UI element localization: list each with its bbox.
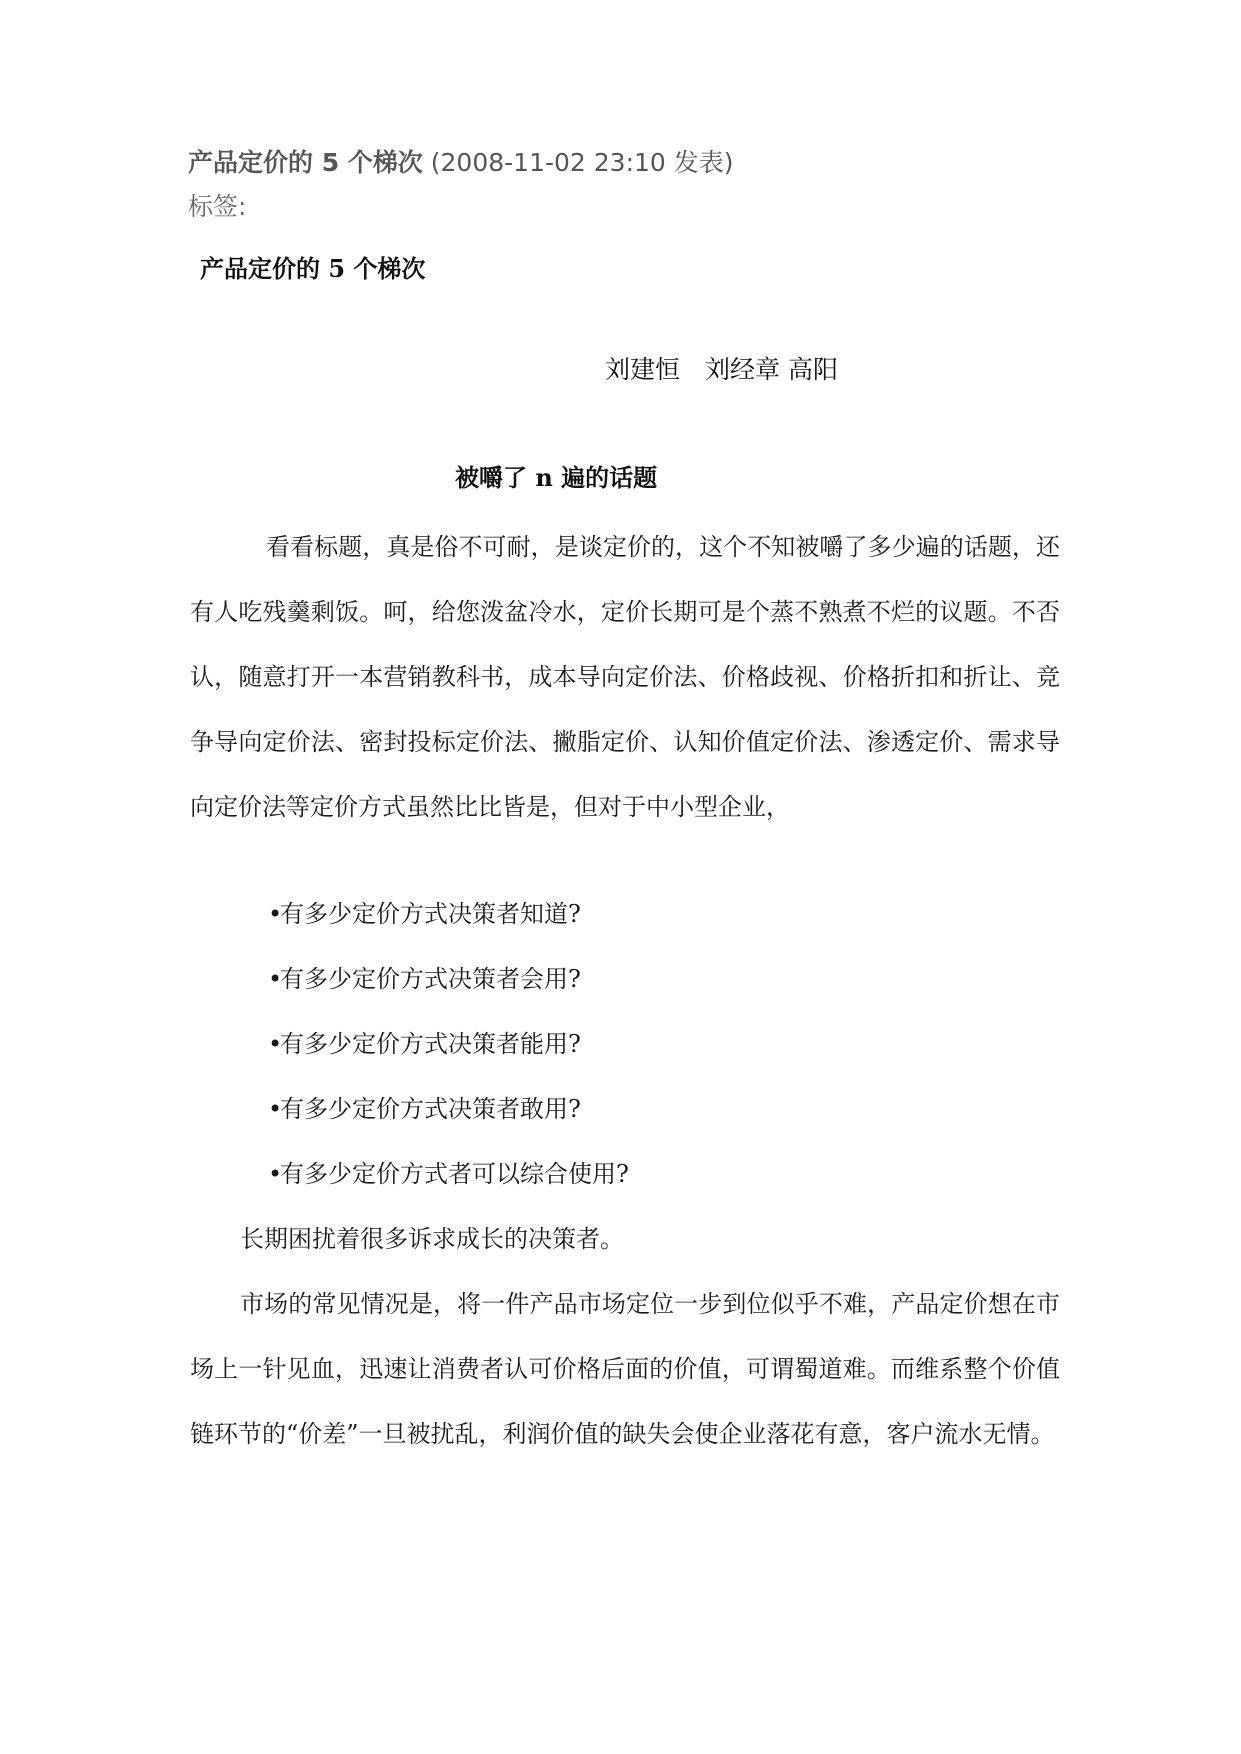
list-item-text: 有多少定价方式者可以综合使用?	[280, 1160, 629, 1188]
tags-label: 标签:	[188, 192, 247, 221]
bullet-icon: •	[268, 965, 283, 993]
question-list	[268, 882, 629, 1207]
bullet-icon: •	[268, 1030, 283, 1058]
section-heading: 被嚼了 n 遍的话题	[455, 463, 658, 492]
list-item	[268, 1077, 629, 1142]
list-item	[268, 882, 629, 947]
summary-line: 长期困扰着很多诉求成长的决策者。	[240, 1225, 624, 1253]
list-item-text: 有多少定价方式决策者能用?	[280, 1030, 581, 1058]
article-title: 产品定价的 5 个梯次	[200, 254, 426, 283]
paragraph-market: 市场的常见情况是，将一件产品市场定位一步到位似乎不难，产品定价想在市场上一针见血，迅速让消费者认可价格后面的价值，可谓蜀道难。而维系整个价值链环节的“价差”一旦被扰乱，利润价值的缺失会使企业落花有意，客户流水无情。	[190, 1290, 1060, 1448]
list-item-text: 有多少定价方式决策者知道?	[280, 900, 581, 928]
bullet-icon: •	[268, 1095, 283, 1123]
post-date: (2008-11-02 23:10 发表)	[430, 148, 734, 177]
list-item-text: 有多少定价方式决策者会用?	[280, 965, 581, 993]
article-authors: 刘建恒 刘经章 高阳	[605, 355, 838, 384]
list-item	[268, 947, 629, 1012]
paragraph-intro: 看看标题，真是俗不可耐，是谈定价的，这个不知被嚼了多少遍的话题，还有人吃残羹剩饭。呵，给您泼盆冷水，定价长期可是个蒸不熟煮不烂的议题。不否认，随意打开一本营销教科书，成本导向定价法、价格歧视、价格折扣和折让、竞争导向定价法、密封投标定价法、撇脂定价、认知价值定价法、渗透定价、需求导向定价法等定价方式虽然比比皆是，但对于中小型企业，	[190, 533, 1060, 821]
post-header	[188, 146, 734, 180]
post-title: 产品定价的 5 个梯次	[188, 148, 423, 177]
list-item-text: 有多少定价方式决策者敢用?	[280, 1095, 581, 1123]
list-item	[268, 1142, 629, 1207]
bullet-icon: •	[268, 1160, 283, 1188]
list-item	[268, 1012, 629, 1077]
bullet-icon: •	[268, 900, 283, 928]
